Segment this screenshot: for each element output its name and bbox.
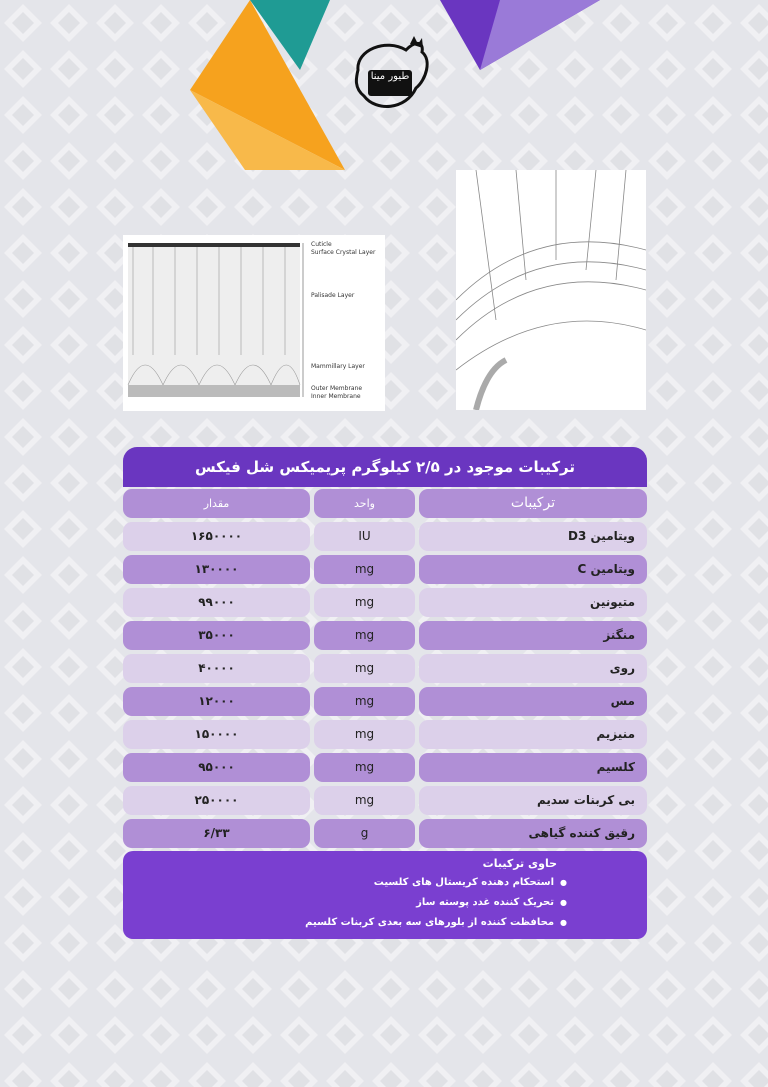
label-surface-crystal: Surface Crystal Layer	[311, 249, 376, 256]
row-unit: mg	[314, 588, 415, 617]
row-value: ۴۰۰۰۰	[123, 654, 310, 683]
row-unit: mg	[314, 753, 415, 782]
table-row	[123, 819, 647, 848]
table-row	[123, 786, 647, 815]
row-name: منیزیم	[419, 720, 647, 749]
header-value: مقدار	[123, 489, 310, 518]
label-outer-membrane: Outer Membrane	[311, 385, 363, 392]
row-unit: IU	[314, 522, 415, 551]
row-name: ویتامین D3	[419, 522, 647, 551]
table-title: ترکیبات موجود در ۲/۵ کیلوگرم پریمیکس شل فیکس	[123, 447, 647, 487]
table-row	[123, 654, 647, 683]
row-unit: mg	[314, 654, 415, 683]
features-title: حاوی ترکیبات	[482, 857, 557, 870]
row-value: ۱۵۰۰۰۰	[123, 720, 310, 749]
feature-item: ● تحریک کننده غدد پوسته ساز	[416, 897, 567, 908]
eggshell-layers-figure	[123, 235, 385, 411]
features-box	[123, 851, 647, 939]
row-value: ۶/۳۳	[123, 819, 310, 848]
row-name: کلسیم	[419, 753, 647, 782]
row-name: مس	[419, 687, 647, 716]
header-unit: واحد	[314, 489, 415, 518]
row-name: بی کربنات سدیم	[419, 786, 647, 815]
label-inner-membrane: Inner Membrane	[311, 393, 361, 400]
label-mammillary: Mammillary Layer	[311, 363, 365, 370]
row-name: ویتامین C	[419, 555, 647, 584]
row-unit: mg	[314, 621, 415, 650]
row-value: ۲۵۰۰۰۰	[123, 786, 310, 815]
table-row	[123, 555, 647, 584]
row-unit: mg	[314, 687, 415, 716]
label-cuticle: Cuticle	[311, 241, 332, 248]
row-unit: mg	[314, 786, 415, 815]
row-value: ۱۶۵۰۰۰۰	[123, 522, 310, 551]
feature-item: ● استحکام دهنده کریستال های کلسیت	[374, 877, 567, 888]
row-value: ۱۳۰۰۰۰	[123, 555, 310, 584]
row-name: منگنز	[419, 621, 647, 650]
row-value: ۳۵۰۰۰	[123, 621, 310, 650]
header-name: ترکیبات	[419, 489, 647, 518]
table-row	[123, 720, 647, 749]
row-value: ۹۹۰۰۰	[123, 588, 310, 617]
row-name: رقیق کننده گیاهی	[419, 819, 647, 848]
row-value: ۹۵۰۰۰	[123, 753, 310, 782]
feature-item: ● محافظت کننده از بلورهای سه بعدی کربنات کلسیم	[305, 917, 567, 928]
label-palisade: Palisade Layer	[311, 292, 355, 299]
table-row	[123, 753, 647, 782]
table-row	[123, 588, 647, 617]
row-unit: mg	[314, 720, 415, 749]
shell-cross-section-sketch	[456, 170, 646, 410]
table-row	[123, 522, 647, 551]
shell-cross-section-figure	[456, 170, 646, 410]
row-value: ۱۲۰۰۰	[123, 687, 310, 716]
table-row	[123, 687, 647, 716]
row-unit: mg	[314, 555, 415, 584]
row-name: روی	[419, 654, 647, 683]
row-name: متیونین	[419, 588, 647, 617]
table-header-row	[123, 489, 647, 518]
table-row	[123, 621, 647, 650]
row-unit: g	[314, 819, 415, 848]
logo-text: طیور مینا	[368, 70, 412, 96]
